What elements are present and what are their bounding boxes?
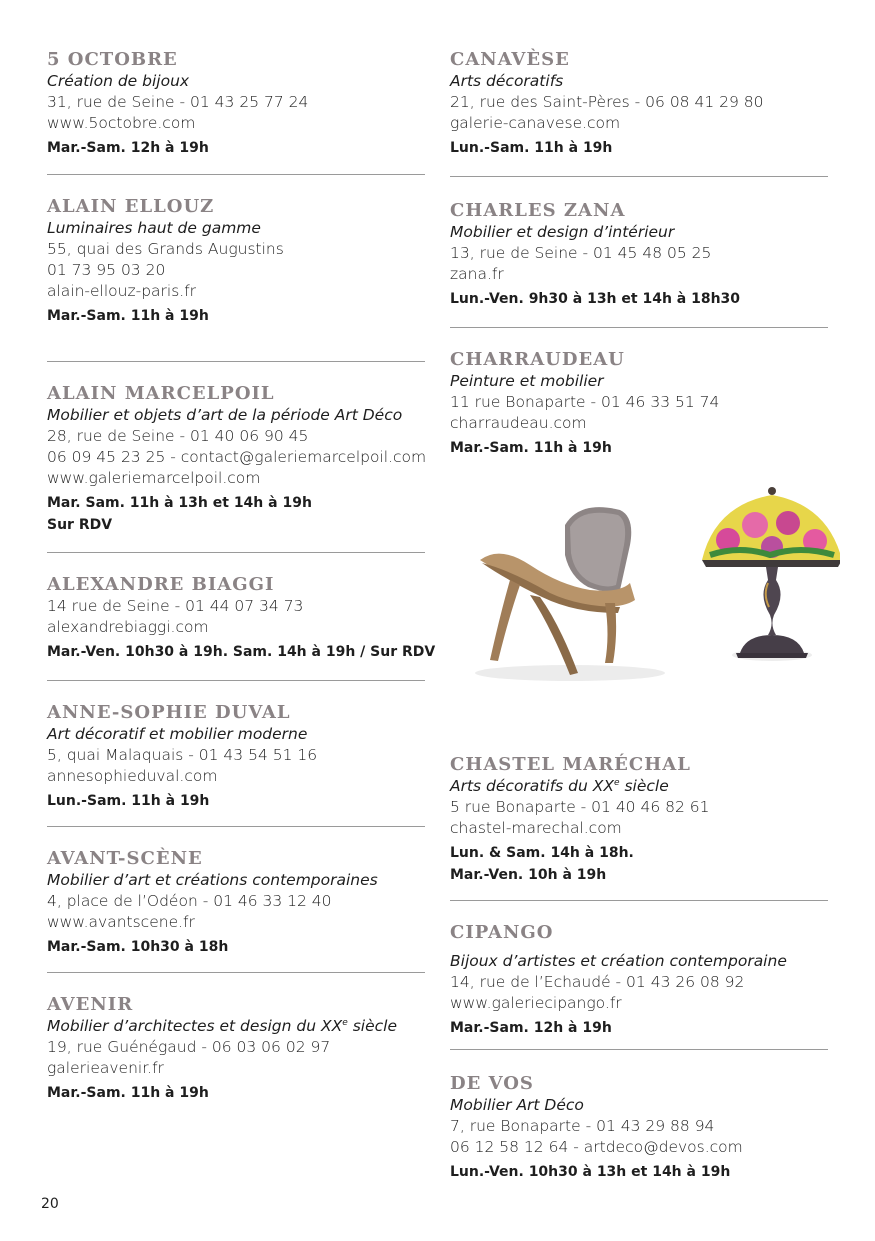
gallery-contact[interactable]: 06 09 45 23 25 - contact@galeriemarcelpoil.com — [47, 448, 427, 466]
gallery-entry — [47, 553, 436, 681]
gallery-name: ALEXANDRE BIAGGI — [47, 574, 275, 595]
left-column — [47, 48, 436, 1118]
gallery-name: 5 OCTOBRE — [47, 49, 178, 70]
gallery-name: CHARRAUDEAU — [450, 349, 625, 370]
gallery-address: 11 rue Bonaparte - 01 46 33 51 74 — [450, 393, 720, 411]
specialty-text-end: siècle — [347, 1017, 397, 1035]
gallery-name: AVANT-SCÈNE — [47, 848, 203, 869]
gallery-specialty: Arts décoratifs — [450, 72, 564, 90]
gallery-website[interactable]: www.avantscene.fr — [47, 913, 195, 931]
gallery-address: 31, rue de Seine - 01 43 25 77 24 — [47, 93, 309, 111]
gallery-hours: Mar.-Sam. 10h30 à 18h — [47, 939, 229, 955]
gallery-website[interactable]: www.galeriecipango.fr — [450, 994, 622, 1012]
ordinal-suffix: e — [342, 1017, 348, 1028]
gallery-name: CIPANGO — [450, 922, 554, 943]
gallery-name: CHARLES ZANA — [450, 200, 626, 221]
gallery-hours: Lun.-Sam. 11h à 19h — [47, 793, 210, 809]
gallery-website[interactable]: galerie-canavese.com — [450, 114, 621, 132]
gallery-website[interactable]: galerieavenir.fr — [47, 1059, 164, 1077]
specialty-text: Arts décoratifs du XX — [450, 777, 614, 795]
gallery-hours: Mar. Sam. 11h à 13h et 14h à 19h — [47, 495, 312, 511]
gallery-entry — [47, 681, 425, 827]
gallery-hours-weekday: Mar.-Ven. 10h à 19h — [450, 867, 607, 883]
gallery-specialty: Art décoratif et mobilier moderne — [47, 725, 308, 743]
gallery-address: 14, rue de l’Echaudé - 01 43 26 08 92 — [450, 973, 745, 991]
gallery-hours: Mar.-Sam. 11h à 19h — [47, 1085, 209, 1101]
gallery-address: 5, quai Malaquais - 01 43 54 51 16 — [47, 746, 318, 764]
gallery-address: 21, rue des Saint-Pères - 06 08 41 29 80 — [450, 93, 764, 111]
gallery-specialty: Mobilier et design d’intérieur — [450, 223, 675, 241]
page-number: 20 — [41, 1196, 59, 1212]
gallery-specialty: Création de bijoux — [47, 72, 190, 90]
gallery-specialty — [450, 776, 828, 797]
gallery-hours: Mar.-Sam. 12h à 19h — [450, 1020, 612, 1036]
gallery-website[interactable]: alexandrebiaggi.com — [47, 618, 209, 636]
gallery-hours: Mar.-Ven. 10h30 à 19h. Sam. 14h à 19h / Sur RDV — [47, 644, 436, 660]
gallery-specialty — [47, 1016, 425, 1037]
gallery-website[interactable]: www.galeriemarcelpoil.com — [47, 469, 261, 487]
gallery-address: 55, quai des Grands Augustins — [47, 240, 284, 258]
gallery-website[interactable]: alain-ellouz-paris.fr — [47, 282, 197, 300]
gallery-name: AVENIR — [47, 994, 134, 1015]
tiffany-lamp-illustration — [702, 487, 840, 661]
gallery-hours: Lun.-Ven. 10h30 à 13h et 14h à 19h — [450, 1164, 731, 1180]
gallery-website[interactable]: www.5octobre.com — [47, 114, 196, 132]
gallery-website[interactable]: zana.fr — [450, 265, 504, 283]
gallery-name: CANAVÈSE — [450, 49, 570, 70]
gallery-hours: Lun.-Ven. 9h30 à 13h et 14h à 18h30 — [450, 291, 741, 307]
specialty-text-end: siècle — [619, 777, 669, 795]
gallery-website[interactable]: annesophieduval.com — [47, 767, 218, 785]
gallery-website[interactable]: chastel-marechal.com — [450, 819, 622, 837]
gallery-specialty: Mobilier d’art et créations contemporaines — [47, 871, 378, 889]
gallery-contact[interactable]: 06 12 58 12 64 - artdeco@devos.com — [450, 1138, 743, 1156]
gallery-address: 7, rue Bonaparte - 01 43 29 88 94 — [450, 1117, 715, 1135]
gallery-entry — [47, 362, 425, 553]
gallery-name: ANNE-SOPHIE DUVAL — [47, 702, 291, 723]
gallery-entry — [47, 827, 425, 973]
gallery-entry — [47, 49, 425, 175]
gallery-website[interactable]: charraudeau.com — [450, 414, 587, 432]
shell-chair-illustration — [475, 507, 665, 681]
gallery-entry — [47, 175, 425, 362]
gallery-entry — [47, 973, 425, 1118]
gallery-address: 5 rue Bonaparte - 01 40 46 82 61 — [450, 798, 710, 816]
gallery-hours: Mar.-Sam. 11h à 19h — [47, 308, 209, 324]
gallery-address: 28, rue de Seine - 01 40 06 90 45 — [47, 427, 309, 445]
gallery-hours: Mar.-Sam. 11h à 19h — [450, 440, 612, 456]
gallery-specialty: Peinture et mobilier — [450, 372, 604, 390]
gallery-specialty: Mobilier Art Déco — [450, 1096, 584, 1114]
gallery-address: 14 rue de Seine - 01 44 07 34 73 — [47, 597, 304, 615]
product-illustrations — [470, 485, 840, 695]
gallery-name: DE VOS — [450, 1073, 534, 1094]
gallery-specialty: Bijoux d’artistes et création contemporaine — [450, 952, 787, 970]
gallery-hours: Lun.-Sam. 11h à 19h — [450, 140, 613, 156]
gallery-entry — [450, 901, 828, 1050]
gallery-entry — [450, 754, 828, 901]
gallery-address: 13, rue de Seine - 01 45 48 05 25 — [450, 244, 712, 262]
gallery-name: CHASTEL MARÉCHAL — [450, 754, 691, 775]
gallery-hours: Mar.-Sam. 12h à 19h — [47, 140, 209, 156]
gallery-entry — [450, 177, 828, 328]
gallery-specialty: Luminaires haut de gamme — [47, 219, 261, 237]
specialty-text: Mobilier d’architectes et design du XX — [47, 1017, 343, 1035]
gallery-specialty: Mobilier et objets d’art de la période Art Déco — [47, 406, 403, 424]
gallery-entry — [450, 1050, 828, 1197]
gallery-name: ALAIN MARCELPOIL — [47, 383, 275, 404]
gallery-address: 19, rue Guénégaud - 06 03 06 02 97 — [47, 1038, 331, 1056]
gallery-address: 4, place de l’Odéon - 01 46 33 12 40 — [47, 892, 332, 910]
gallery-entry — [450, 49, 828, 177]
gallery-phone: 01 73 95 03 20 — [47, 261, 166, 279]
gallery-name: ALAIN ELLOUZ — [47, 196, 215, 217]
gallery-hours-note: Sur RDV — [47, 517, 113, 533]
gallery-hours: Lun. & Sam. 14h à 18h. — [450, 845, 634, 861]
ordinal-suffix: e — [613, 777, 620, 788]
